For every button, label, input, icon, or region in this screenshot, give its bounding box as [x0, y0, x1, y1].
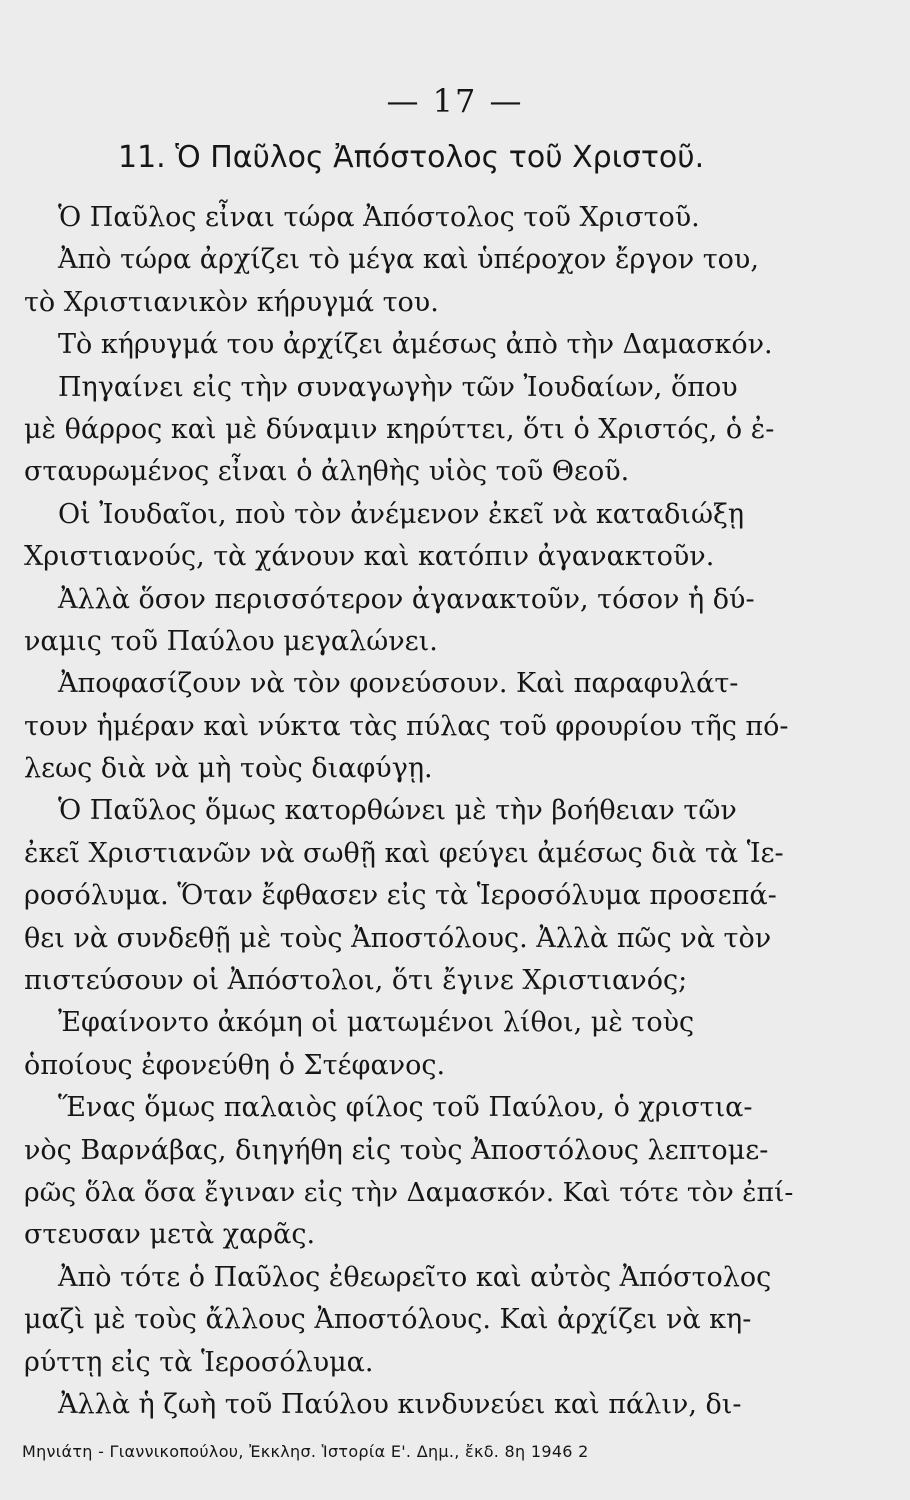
text-line: λεως διὰ νὰ μὴ τοὺς διαφύγῃ.: [24, 753, 433, 785]
text-line: θει νὰ συνδεθῇ μὲ τοὺς Ἀποστόλους. Ἀλλὰ πῶς νὰ τὸν: [24, 922, 772, 954]
text-line: τὸ Χριστιανικὸν κήρυγμά του.: [24, 286, 439, 318]
text-line: Χριστιανούς, τὰ χάνουν καὶ κατόπιν ἀγανακτοῦν.: [24, 541, 715, 573]
footer-citation: Μηνιάτη - Γιαννικοπούλου, Ἐκκλησ. Ἱστορία Ε'. Δημ., ἔκδ. 8η 1946 2: [22, 1442, 589, 1461]
section-heading: 11. Ὁ Παῦλος Ἀπόστολος τοῦ Χριστοῦ.: [118, 140, 705, 175]
text-line: Τὸ κήρυγμά του ἀρχίζει ἀμέσως ἀπὸ τὴν Δαμασκόν.: [58, 329, 773, 361]
text-line: στευσαν μετὰ χαρᾶς.: [24, 1219, 316, 1251]
text-line: ροσόλυμα. Ὅταν ἔφθασεν εἰς τὰ Ἱεροσόλυμα προσεπά-: [24, 880, 777, 912]
text-line: μαζὶ μὲ τοὺς ἄλλους Ἀποστόλους. Καὶ ἀρχίζει νὰ κη-: [24, 1304, 752, 1336]
text-line: Ὁ Παῦλος εἶναι τώρα Ἀπόστολος τοῦ Χριστοῦ.: [58, 202, 700, 233]
text-line: Ἐφαίνοντο ἀκόμη οἱ ματωμένοι λίθοι, μὲ τοὺς: [58, 1007, 695, 1039]
text-line: πιστεύσουν οἱ Ἀπόστολοι, ὅτι ἔγινε Χριστιανός;: [24, 965, 688, 997]
text-line: Ἀλλὰ ὅσον περισσότερον ἀγανακτοῦν, τόσον ἡ δύ-: [58, 583, 755, 615]
text-line: Ἀπὸ τώρα ἀρχίζει τὸ μέγα καὶ ὑπέροχον ἔργον του,: [58, 244, 759, 276]
text-line: Πηγαίνει εἰς τὴν συναγωγὴν τῶν Ἰουδαίων, ὅπου: [58, 371, 738, 403]
text-line: Ἀποφασίζουν νὰ τὸν φονεύσουν. Καὶ παραφυλάτ-: [58, 668, 739, 700]
page-number: — 17 —: [386, 82, 524, 120]
text-line: ρῶς ὅλα ὅσα ἔγιναν εἰς τὴν Δαμασκόν. Καὶ τότε τὸν ἐπί-: [24, 1176, 794, 1208]
text-line: Ὁ Παῦλος ὅμως κατορθώνει μὲ τὴν βοήθειαν τῶν: [58, 795, 737, 827]
text-line: μὲ θάρρος καὶ μὲ δύναμιν κηρύττει, ὅτι ὁ Χριστός, ὁ ἐ-: [24, 413, 775, 445]
text-line: ἐκεῖ Χριστιανῶν νὰ σωθῇ καὶ φεύγει ἀμέσως διὰ τὰ Ἱε-: [24, 837, 784, 869]
text-line: νὸς Βαρνάβας, διηγήθη εἰς τοὺς Ἀποστόλους λεπτομε-: [24, 1134, 769, 1166]
text-line: τουν ἡμέραν καὶ νύκτα τὰς πύλας τοῦ φρουρίου τῆς πό-: [24, 710, 789, 742]
text-line: Ἀπὸ τότε ὁ Παῦλος ἐθεωρεῖτο καὶ αὐτὸς Ἀπόστολος: [58, 1261, 772, 1293]
text-line: Οἱ Ἰουδαῖοι, ποὺ τὸν ἀνέμενον ἐκεῖ νὰ καταδιώξῃ: [58, 498, 745, 530]
text-line: ναμις τοῦ Παύλου μεγαλώνει.: [24, 625, 438, 657]
text-line: ὁποίους ἐφονεύθη ὁ Στέφανος.: [24, 1049, 446, 1081]
text-line: Ἀλλὰ ἡ ζωὴ τοῦ Παύλου κινδυνεύει καὶ πάλιν, δι-: [58, 1388, 742, 1420]
body-text: [24, 197, 794, 1426]
text-line: σταυρωμένος εἶναι ὁ ἀληθὴς υἱὸς τοῦ Θεοῦ.: [24, 456, 630, 488]
text-line: Ἕνας ὅμως παλαιὸς φίλος τοῦ Παύλου, ὁ χριστια-: [58, 1092, 753, 1124]
text-line: ρύττῃ εἰς τὰ Ἱεροσόλυμα.: [24, 1346, 374, 1378]
